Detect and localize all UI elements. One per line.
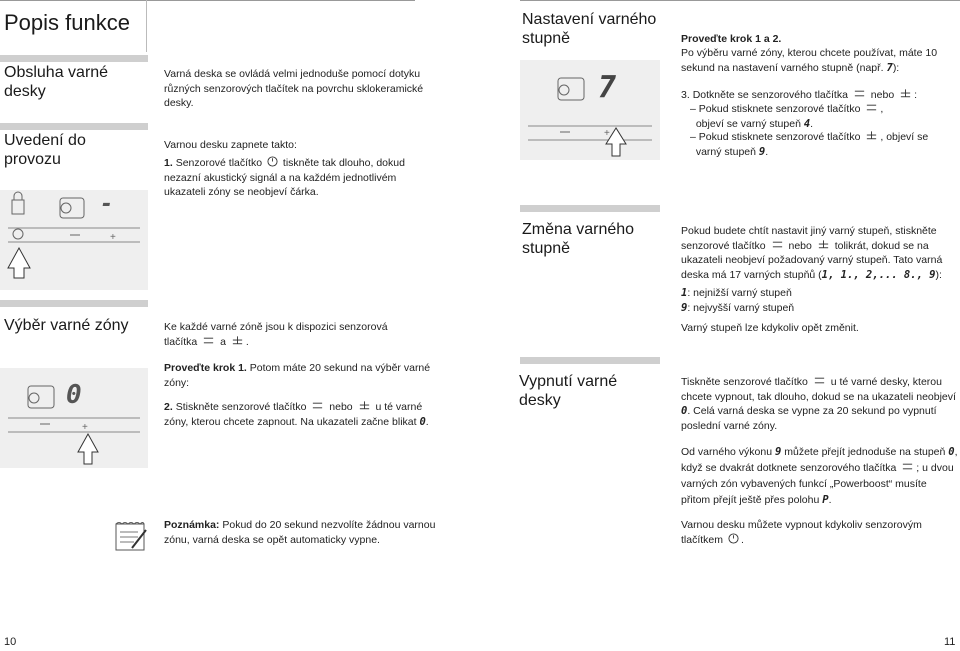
body-text: ): xyxy=(935,268,942,281)
section-bar xyxy=(0,55,148,62)
plus-icon xyxy=(865,130,878,141)
plus-icon xyxy=(231,335,244,346)
note-label: Poznámka: xyxy=(164,519,220,531)
display-symbol: 0 xyxy=(419,415,426,428)
startup-intro: Varnou desku zapnete takto: xyxy=(164,139,297,151)
minus-icon xyxy=(813,375,826,386)
set-power-proceed xyxy=(681,32,781,47)
dash-text: , xyxy=(880,103,884,115)
section-heading-change-power: Změna varného stupně xyxy=(522,221,635,257)
startup-step xyxy=(164,156,434,200)
section-heading-switch-off: Vypnutí varné desky xyxy=(519,373,618,409)
step-text: Dotkněte se senzorového tlačítka xyxy=(692,89,848,101)
section-heading-operation: Obsluha varné desky xyxy=(4,64,109,100)
display-symbol: 4 xyxy=(803,117,811,130)
step-text: u té varné zóny, kterou chcete zapnout. Na ukazateli začne blikat xyxy=(164,401,423,428)
body-text: ): xyxy=(892,61,900,74)
proceed-text: Potom máte 20 sekund na výběr varné zóny: xyxy=(164,362,431,389)
set-power-dash2: – Pokud stisknete senzorové tlačítko , objeví se varný stupeň 9. xyxy=(690,131,929,158)
step-text: Stiskněte senzorové tlačítko xyxy=(175,401,307,413)
plus-icon xyxy=(817,239,830,250)
zone-text: a xyxy=(220,335,226,348)
dash-text: varný stupeň xyxy=(695,145,756,158)
body-text: . xyxy=(828,494,832,506)
step-text: tiskněte tak dlouho, dokud nezazní akustický signál a na každém jednotlivém ukazateli zóny se neobjeví čárka. xyxy=(164,157,405,198)
zone-text: Ke každé varné zóně jsou k dispozici senzorová tlačítka xyxy=(164,321,388,348)
proceed-bold: Proveďte krok 1 a 2. xyxy=(681,33,782,45)
switch-off-text xyxy=(681,375,958,433)
section-heading-zone-select: Výběr varné zóny xyxy=(4,317,129,334)
step-text: Senzorové tlačítko xyxy=(175,157,263,169)
step-number: 3. xyxy=(681,89,690,101)
right-top-rule xyxy=(520,0,960,1)
body-text: u té varné desky, kterou chcete vypnout, tak dlouho, dokud se na ukazateli neobjeví xyxy=(681,376,956,403)
step-text: nebo xyxy=(329,401,353,413)
step-number: 1. xyxy=(164,157,173,169)
hob-panel-illustration xyxy=(0,190,148,290)
display-symbol: 0 xyxy=(681,405,688,417)
body-text: Varnou desku můžete vypnout kdykoliv senzorovým tlačítkem xyxy=(681,519,922,546)
dash-text: objeví se varný stupeň xyxy=(695,117,801,130)
operation-text xyxy=(164,67,454,111)
display-symbol: 7 xyxy=(886,61,893,74)
display-symbol: 1 xyxy=(681,287,688,299)
body-text: můžete přejít jednoduše na stupeň xyxy=(784,446,946,458)
panel-drawing xyxy=(520,60,660,160)
step-text: nebo xyxy=(870,89,895,101)
dash-text: . xyxy=(810,117,814,130)
body-text: , když se dvakrát dotknete senzorového tlačítka xyxy=(681,446,958,474)
set-power-text xyxy=(681,46,956,75)
section-bar xyxy=(0,300,148,307)
change-power-max xyxy=(681,301,794,316)
body-text: Po výběru varné zóny, kterou chcete používat, máte 10 sekund na nastavení varného stupně (např. xyxy=(681,47,938,74)
step-text: : xyxy=(914,89,917,101)
dash-text: . xyxy=(765,145,769,158)
body-text: : nejvyšší varný stupeň xyxy=(687,302,795,314)
set-power-step xyxy=(681,88,956,103)
body-text: . xyxy=(740,533,744,546)
body-text: Pokud budete chtít nastavit jiný varný stupeň, stiskněte senzorové tlačítko xyxy=(681,225,937,252)
zone-display: - xyxy=(100,192,114,217)
minus-icon xyxy=(853,88,866,99)
page-number-right: 11 xyxy=(944,636,956,648)
change-power-text xyxy=(681,224,956,282)
minus-icon xyxy=(865,102,878,113)
change-power-note: Varný stupeň lze kdykoliv opět změnit. xyxy=(681,322,859,334)
hob-panel-illustration xyxy=(0,368,148,468)
section-bar xyxy=(520,205,660,212)
display-symbol: 9 xyxy=(774,446,782,458)
step-end: . xyxy=(425,415,429,428)
display-symbol: P xyxy=(822,494,829,506)
section-bar xyxy=(520,357,660,364)
proceed-bold: Proveďte krok 1. xyxy=(164,362,247,374)
page-title: Popis funkce xyxy=(4,10,130,35)
section-heading-startup: Uvedení do provozu xyxy=(4,132,86,168)
step-number: 2. xyxy=(164,401,173,413)
levels-list: 1, 1., 2,... 8., 9 xyxy=(821,268,936,281)
zone-display: 7 xyxy=(598,70,617,105)
note-text xyxy=(164,518,439,547)
minus-icon xyxy=(202,335,215,346)
svg-text:+: + xyxy=(604,128,610,139)
power-icon xyxy=(267,156,278,167)
body-text: Tiskněte senzorové tlačítko xyxy=(681,376,808,388)
plus-icon xyxy=(899,88,912,99)
dash-text: Pokud stisknete senzorové tlačítko xyxy=(698,131,861,143)
body-text: : nejnižší varný stupeň xyxy=(687,287,792,299)
body-text: ; u dvou varných zón vybavených funkcí „Powerboost“ musíte přitom přejít ještě přes polohu xyxy=(681,462,954,506)
powerboost-text xyxy=(681,444,958,508)
zone-proceed xyxy=(164,361,434,390)
minus-icon xyxy=(771,239,784,250)
minus-icon xyxy=(311,400,324,411)
plus-icon xyxy=(358,400,371,411)
body-text: . Celá varná deska se vypne za 20 sekund po vypnutí poslední varné zóny. xyxy=(681,405,937,432)
dash-text: Pokud stisknete senzorové tlačítko xyxy=(698,103,861,115)
display-symbol: 9 xyxy=(681,302,688,314)
note-body: Pokud do 20 sekund nezvolíte žádnou varnou zónu, varná deska se opět automaticky vypne. xyxy=(164,519,436,546)
page-number-left: 10 xyxy=(4,636,17,648)
operation-text-body: Varná deska se ovládá velmi jednoduše pomocí dotyku různých senzorových tlačítek na povrchu sklokeramické desky. xyxy=(164,68,424,109)
minus-icon xyxy=(901,461,914,472)
svg-text:+: + xyxy=(82,422,88,433)
note-icon xyxy=(112,520,148,554)
body-text: tolikrát, dokud se na ukazateli neobjeví požadovaný varný stupeň. Tato varná deska má 17 varných stupňů ( xyxy=(681,239,943,281)
section-heading-set-power: Nastavení varného stupně xyxy=(522,11,657,47)
zone-step xyxy=(164,400,439,429)
display-symbol: 0 xyxy=(948,446,955,458)
zone-select-text xyxy=(164,320,394,349)
zone-display: 0 xyxy=(66,380,82,410)
switch-off-anytime xyxy=(681,518,951,547)
dash-text: , objeví se xyxy=(880,131,929,143)
svg-text:+: + xyxy=(110,232,116,243)
section-bar xyxy=(0,123,148,130)
zone-text: . xyxy=(245,335,249,348)
body-text: Od varného výkonu xyxy=(681,446,773,458)
power-icon xyxy=(728,533,739,544)
panel-drawing xyxy=(0,190,148,290)
body-text: nebo xyxy=(788,239,812,252)
hob-panel-illustration xyxy=(520,60,660,160)
change-power-min xyxy=(681,286,792,301)
set-power-dash1: – Pokud stisknete senzorové tlačítko , objeví se varný stupeň 4. xyxy=(690,103,884,130)
display-symbol: 9 xyxy=(758,145,766,158)
